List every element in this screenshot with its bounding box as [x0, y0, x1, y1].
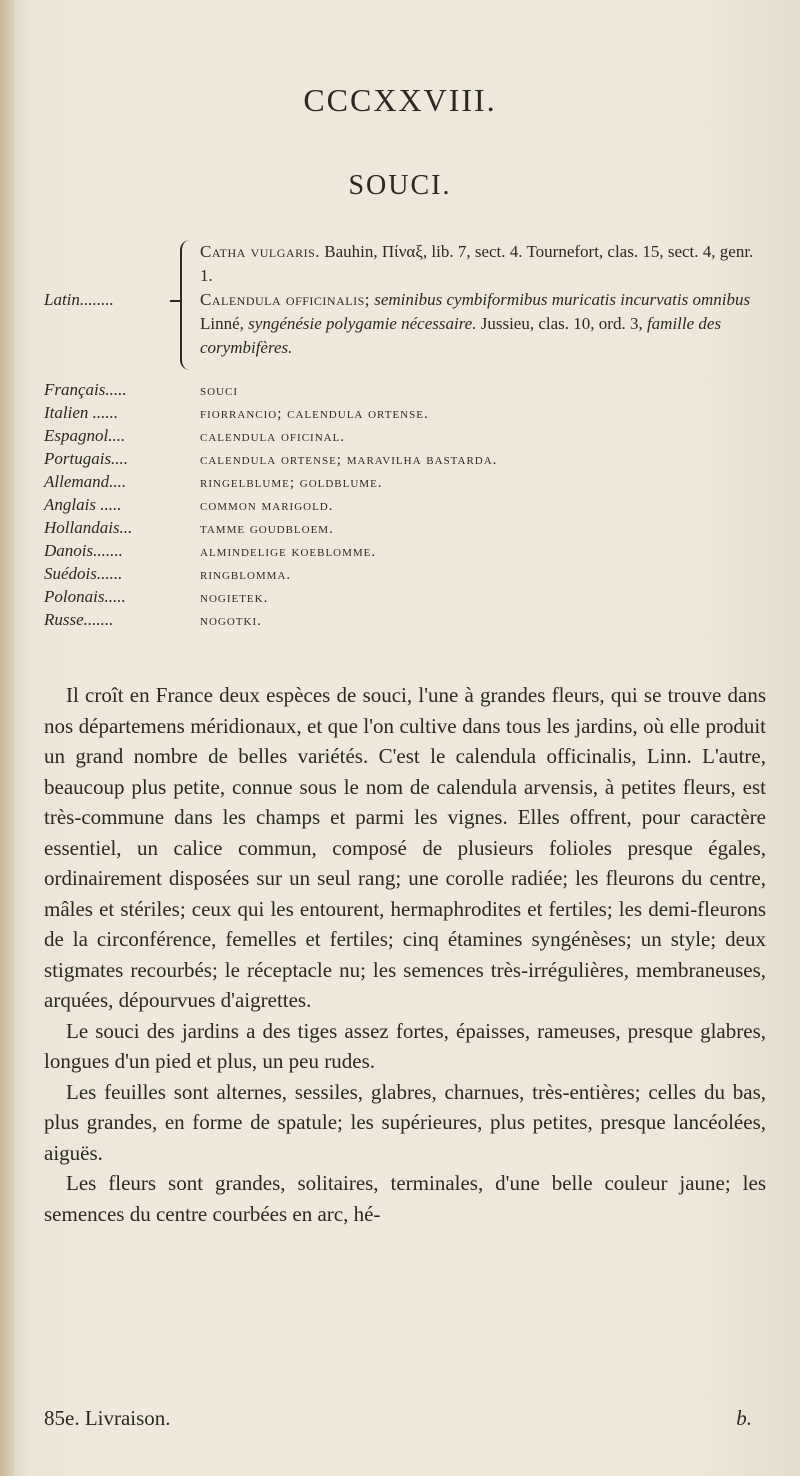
paragraph: Il croît en France deux espèces de souci, l'une à grandes fleurs, qui se trouve dans nos départemens méridionaux, et que l'on cultive dans tous les jardins, où elle produit un grand nombre de belles variétés. C'est le calendula officinalis, Linn. L'autre, beaucoup plus petite, connue sous le nom de calendula arvensis, à petites fleurs, est très-commune dans les champs et parmi les vignes. Elles offrent, pour caractère essentiel, un calice commun, composé de plusieurs folioles presque égales, ordinairement disposées sur un seul rang; une corolle radiée; les fleurons du centre, mâles et stériles; ceux qui les entourent, hermaphrodites et fertiles; les demi-fleurons de la circonférence, femelles et fertiles; cinq étamines syngénèses; un style; deux stigmates recourbés; le réceptacle nu; les semences très-irrégulières, membraneuses, arquées, dépourvues d'aigrettes.	[44, 683, 766, 1012]
name-row: Suédois...... ringblomma.	[44, 564, 292, 583]
name-row: Russe....... nogotki.	[44, 610, 262, 629]
name-row: Allemand.... ringelblume; goldblume.	[44, 472, 383, 491]
plate-number: CCCXXVIII.	[303, 82, 497, 118]
synonym-bauhin: Catha vulgaris. Bauhin, Πίναξ, lib. 7, sect. 4. Tournefort, clas. 15, sect. 4, genr. 1.	[200, 242, 754, 285]
name-row: Danois....... almindelige koeblomme.	[44, 541, 377, 560]
name-row: Italien ...... fiorrancio; calendula ortense.	[44, 403, 429, 422]
name-row: Espagnol.... calendula oficinal.	[44, 426, 346, 445]
vernacular-names	[44, 380, 764, 633]
signature-mark: b.	[736, 1406, 752, 1430]
brace	[180, 240, 200, 370]
signature: 85e. Livraison.	[44, 1406, 171, 1430]
name-row: Portugais.... calendula ortense; maravilha bastarda.	[44, 449, 498, 468]
latin-label: Latin........	[44, 290, 114, 309]
name-row: Français..... souci	[44, 380, 239, 399]
body-text	[44, 680, 766, 1229]
name-row: Polonais..... nogietek.	[44, 587, 269, 606]
paragraph: Les fleurs sont grandes, solitaires, terminales, d'une belle couleur jaune; les semences du centre courbées en arc, hé-	[44, 1171, 766, 1226]
name-row: Hollandais... tamme goudbloem.	[44, 518, 334, 537]
paragraph: Le souci des jardins a des tiges assez fortes, épaisses, rameuses, presque glabres, longues d'un pied et plus, un peu rudes.	[44, 1018, 766, 1073]
latin-synonyms	[200, 240, 760, 360]
binding-edge	[0, 0, 14, 1476]
synonym-linne: Calendula officinalis; seminibus cymbiformibus muricatis incurvatis omnibus Linné, syngénésie polygamie nécessaire. Jussieu, clas. 10, ord. 3, famille des corymbifères.	[200, 290, 751, 357]
paragraph: Les feuilles sont alternes, sessiles, glabres, charnues, très-entières; celles du bas, plus grandes, en forme de spatule; les supérieures, plus petites, presque lancéolées, aiguës.	[44, 1079, 766, 1165]
page-title: SOUCI.	[348, 170, 452, 201]
name-row: Anglais ..... common marigold.	[44, 495, 334, 514]
